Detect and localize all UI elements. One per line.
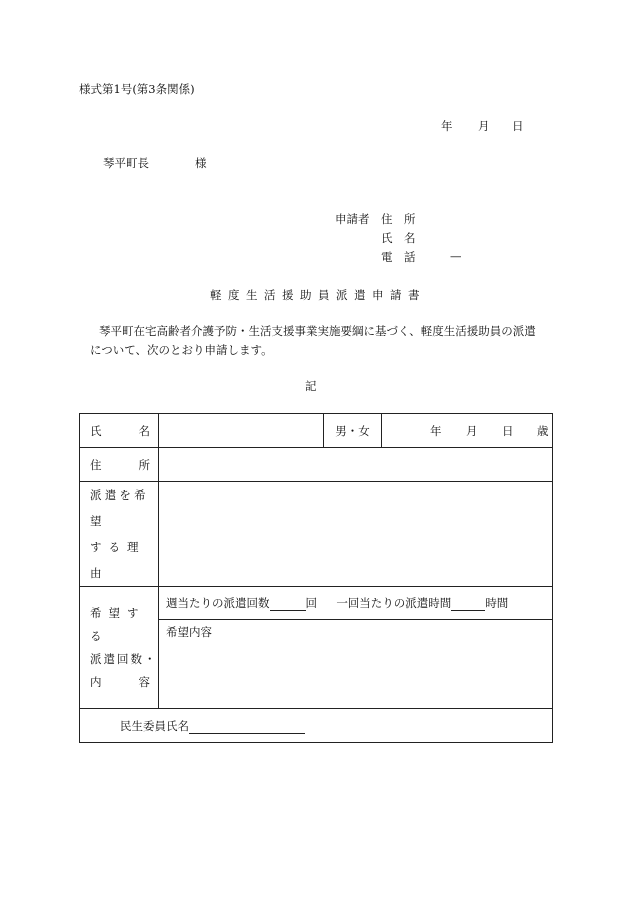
gender-cell[interactable] bbox=[324, 414, 382, 448]
commissioner-cell bbox=[80, 709, 553, 743]
birth-year: 年 bbox=[430, 423, 442, 438]
row-address bbox=[80, 448, 553, 482]
weekly-prefix: 週当たりの派遣回数 bbox=[166, 596, 270, 610]
applicant-address-label: 住 所 bbox=[381, 212, 416, 226]
addressee: 琴平町長 bbox=[103, 156, 149, 170]
name-label-1: 氏 bbox=[90, 423, 102, 438]
ki-mark: 記 bbox=[305, 379, 317, 393]
row-frequency bbox=[80, 587, 553, 620]
applicant-name-label: 氏 名 bbox=[381, 231, 416, 245]
request-label-3b: 容 bbox=[138, 674, 150, 689]
address-label-cell bbox=[80, 448, 159, 482]
date-day: 日 bbox=[512, 119, 524, 133]
request-label-3a: 内 bbox=[90, 674, 102, 689]
reason-label-2: する理由 bbox=[90, 540, 146, 580]
body-line-1: 琴平町在宅高齢者介護予防・生活支援事業実施要綱に基づく、軽度生活援助員の派遣 bbox=[99, 324, 536, 338]
name-label-2: 名 bbox=[138, 423, 150, 438]
weekly-unit: 回 bbox=[305, 596, 317, 610]
row-name bbox=[80, 414, 553, 448]
date-month: 月 bbox=[478, 119, 490, 133]
birth-month: 月 bbox=[466, 423, 478, 438]
gender-text: 男・女 bbox=[335, 423, 370, 438]
body-line-2: について、次のとおり申請します。 bbox=[90, 343, 273, 357]
request-content-label: 希望内容 bbox=[166, 625, 212, 639]
name-input-cell[interactable] bbox=[159, 414, 324, 448]
name-label-cell bbox=[80, 414, 159, 448]
commissioner-label: 民生委員氏名 bbox=[120, 718, 189, 733]
document-title: 軽度生活援助員派遣申請書 bbox=[210, 288, 426, 302]
row-commissioner bbox=[80, 709, 553, 743]
reason-label-cell bbox=[80, 482, 159, 587]
request-label-1: 希望する bbox=[90, 605, 146, 643]
frequency-cell bbox=[159, 587, 553, 620]
reason-label-1: 派遣を希望 bbox=[90, 488, 149, 528]
duration-unit: 時間 bbox=[485, 596, 509, 610]
weekly-count-field[interactable] bbox=[270, 598, 306, 611]
request-label-cell bbox=[80, 587, 159, 709]
reason-input-cell[interactable] bbox=[159, 482, 553, 587]
honorific: 様 bbox=[195, 156, 207, 170]
birth-cell[interactable] bbox=[382, 414, 553, 448]
request-label-2: 派遣回数・ bbox=[90, 651, 158, 666]
row-reason bbox=[80, 482, 553, 587]
address-input-cell[interactable] bbox=[159, 448, 553, 482]
application-table bbox=[79, 413, 553, 743]
birth-age: 歳 bbox=[537, 423, 549, 438]
applicant-phone-label: 電 話 bbox=[381, 250, 416, 264]
duration-prefix: 一回当たりの派遣時間 bbox=[336, 596, 452, 610]
date-year: 年 bbox=[441, 119, 453, 133]
request-content-cell[interactable] bbox=[159, 620, 553, 709]
address-label-2: 所 bbox=[138, 457, 150, 472]
address-label-1: 住 bbox=[90, 457, 102, 472]
duration-field[interactable] bbox=[451, 598, 485, 611]
applicant-role: 申請者 bbox=[335, 212, 370, 226]
phone-dash: — bbox=[450, 249, 462, 263]
birth-day: 日 bbox=[502, 423, 514, 438]
commissioner-name-field[interactable] bbox=[189, 721, 305, 734]
form-number: 様式第1号(第3条関係) bbox=[79, 82, 195, 96]
